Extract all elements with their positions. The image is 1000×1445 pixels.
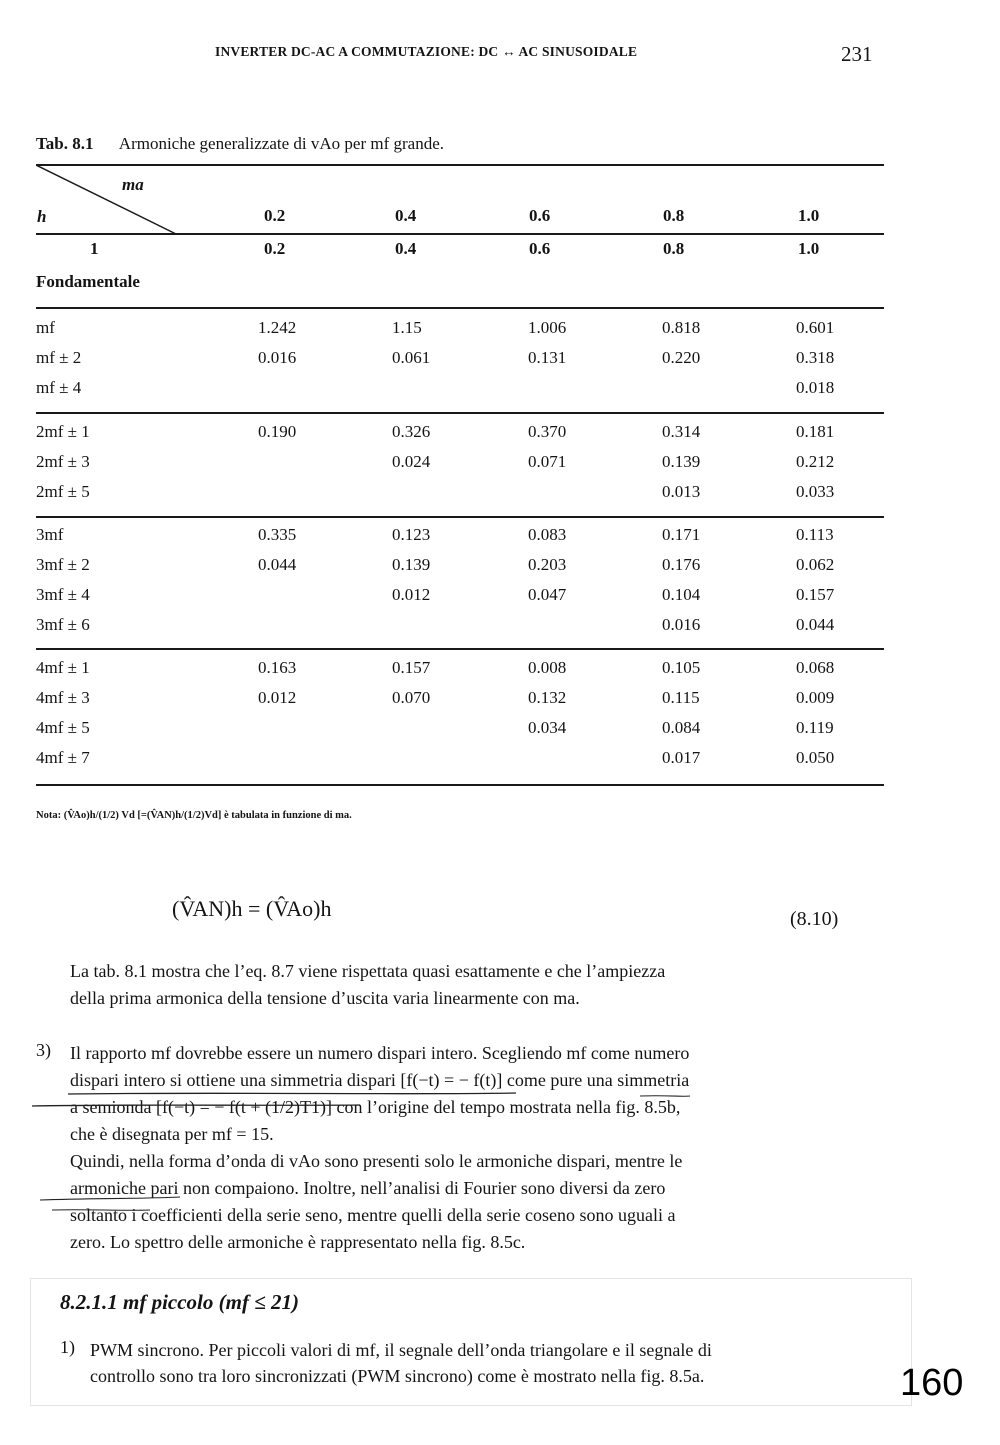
table-cell: 0.083	[528, 525, 567, 544]
table-caption	[36, 134, 444, 154]
text-line: La tab. 8.1 mostra che l’eq. 8.7 viene rispettata quasi esattamente e che l’ampiezza	[70, 961, 666, 981]
table-cell: 0.318	[796, 348, 835, 367]
group-rule-2	[36, 412, 884, 414]
table-cell: 0.013	[662, 482, 701, 501]
text-line: Il rapporto mf dovrebbe essere un numero dispari intero. Scegliendo mf come numero	[70, 1043, 690, 1063]
table-cell: 0.171	[662, 525, 701, 544]
table-note: Nota: (V̂Ao)h/(1/2) Vd [=(V̂AN)h/(1/2)Vd] è tabulata in funzione di ma.	[36, 810, 352, 821]
table-cell: 0.326	[392, 422, 431, 441]
row-label: 2mf ± 3	[36, 452, 90, 471]
table-cell: 0.105	[662, 658, 701, 677]
table-cell: 0.016	[258, 348, 297, 367]
table-cell: 0.012	[258, 688, 297, 707]
equation: (V̂AN)h = (V̂Ao)h	[172, 896, 332, 921]
pen-underline-marks	[30, 1088, 890, 1218]
row-label: 3mf ± 6	[36, 615, 90, 634]
column-header: 0.8	[663, 206, 685, 225]
text-line: dispari intero si ottiene una simmetria dispari [f(−t) = − f(t)] come pure una simmetria	[70, 1070, 690, 1090]
row-label: 4mf ± 5	[36, 718, 90, 737]
table-cell: 0.009	[796, 688, 835, 707]
group-rule-3	[36, 516, 884, 518]
table-cell: 0.008	[528, 658, 567, 677]
table-cell: 0.157	[392, 658, 431, 677]
table-cell: 0.034	[528, 718, 567, 737]
table-cell: 0.190	[258, 422, 297, 441]
table-cell: 0.044	[258, 555, 297, 574]
column-header: 0.4	[395, 206, 417, 225]
table-cell: 1.006	[528, 318, 567, 337]
table-cell: 0.062	[796, 555, 835, 574]
group-rule-4	[36, 648, 884, 650]
table-cell: 0.139	[662, 452, 701, 471]
text-line: zero. Lo spettro delle armoniche è rappresentato nella fig. 8.5c.	[70, 1232, 526, 1252]
row-label: mf	[36, 318, 55, 337]
column-header: 0.6	[529, 206, 551, 225]
table-cell: 1.15	[392, 318, 422, 337]
table-cell: 0.115	[662, 688, 700, 707]
table-cell: 0.068	[796, 658, 835, 677]
table-cell: 0.024	[392, 452, 431, 471]
text-line: che è disegnata per mf = 15.	[70, 1124, 274, 1144]
table-cell: 0.4	[395, 239, 417, 258]
text-line: PWM sincrono. Per piccoli valori di mf, il segnale dell’onda triangolare e il segnale di	[90, 1340, 712, 1360]
list-marker-3: 3)	[36, 1040, 51, 1060]
corner-label-h: h	[37, 207, 47, 226]
table-cell: 0.601	[796, 318, 835, 337]
table-cell: 1.0	[798, 239, 820, 258]
column-header: 1.0	[798, 206, 820, 225]
table-cell: 0.163	[258, 658, 297, 677]
table-cell: 0.370	[528, 422, 567, 441]
table-cell: 0.071	[528, 452, 567, 471]
text-line: armoniche pari non compaiono. Inoltre, nell’analisi di Fourier sono diversi da zero	[70, 1178, 666, 1198]
table-cell: 0.132	[528, 688, 567, 707]
row-label: 4mf ± 7	[36, 748, 90, 767]
table-cell: 0.061	[392, 348, 431, 367]
row-label: 3mf	[36, 525, 64, 544]
table-cell: 0.157	[796, 585, 835, 604]
table-cell: 0.012	[392, 585, 431, 604]
running-head: INVERTER DC-AC A COMMUTAZIONE: DC ↔ AC SINUSOIDALE	[215, 44, 638, 59]
slide-number: 160	[900, 1362, 964, 1404]
table-label: Tab. 8.1	[36, 134, 94, 153]
table-cell: 0.084	[662, 718, 701, 737]
group-rule-1	[36, 307, 884, 309]
text-line: soltanto i coefficienti della serie seno, mentre quelli della serie coseno sono uguali a	[70, 1205, 676, 1225]
row-label: 3mf ± 4	[36, 585, 90, 604]
table-cell: 0.047	[528, 585, 567, 604]
table-cell: 0.176	[662, 555, 701, 574]
row-label: 2mf ± 5	[36, 482, 90, 501]
column-header: 0.2	[264, 206, 286, 225]
text-line: Quindi, nella forma d’onda di vAo sono presenti solo le armoniche dispari, mentre le	[70, 1151, 683, 1171]
table-cell: 0.6	[529, 239, 551, 258]
row-label: 2mf ± 1	[36, 422, 90, 441]
table-cell: 0.2	[264, 239, 286, 258]
subsection-title: 8.2.1.1 mf piccolo (mf ≤ 21)	[60, 1290, 299, 1314]
table-cell: 0.181	[796, 422, 835, 441]
text-line: controllo sono tra loro sincronizzati (PWM sincrono) come è mostrato nella fig. 8.5a.	[90, 1366, 705, 1386]
corner-label-ma: ma	[122, 175, 144, 194]
fundamental-label: Fondamentale	[36, 272, 140, 291]
table-cell: 0.050	[796, 748, 835, 767]
table-cell: 0.314	[662, 422, 701, 441]
equation-number: (8.10)	[790, 908, 839, 930]
corner-diagonal	[36, 164, 178, 236]
table-cell: 0.044	[796, 615, 835, 634]
row-label: mf ± 2	[36, 348, 82, 367]
text-line: a semionda [f(−t) = − f(t + (1/2)T1)] con l’origine del tempo mostrata nella fig. 8.5b,	[70, 1097, 681, 1117]
table-cell: 0.113	[796, 525, 834, 544]
table-bottom-rule	[36, 784, 884, 786]
table-cell: 0.203	[528, 555, 567, 574]
table-cell: 0.070	[392, 688, 431, 707]
row-label: 4mf ± 1	[36, 658, 90, 677]
row-label: mf ± 4	[36, 378, 82, 397]
table-cell: 0.139	[392, 555, 431, 574]
table-cell: 1.242	[258, 318, 297, 337]
table-cell: 0.123	[392, 525, 431, 544]
page-number: 231	[841, 42, 873, 66]
table-cell: 0.018	[796, 378, 835, 397]
fundamental-h: 1	[90, 239, 99, 258]
list-marker-1: 1)	[60, 1337, 75, 1357]
table-cell: 0.131	[528, 348, 567, 367]
table-caption-text: Armoniche generalizzate di vAo per mf grande.	[118, 134, 445, 153]
table-cell: 0.220	[662, 348, 701, 367]
table-cell: 0.017	[662, 748, 701, 767]
table-cell: 0.016	[662, 615, 701, 634]
table-cell: 0.8	[663, 239, 685, 258]
table-cell: 0.212	[796, 452, 835, 471]
paragraph-1	[70, 958, 665, 1012]
table-cell: 0.335	[258, 525, 297, 544]
text-line: della prima armonica della tensione d’uscita varia linearmente con ma.	[70, 988, 580, 1008]
subsection-paragraph	[90, 1337, 712, 1389]
table-cell: 0.119	[796, 718, 834, 737]
row-label: 3mf ± 2	[36, 555, 90, 574]
row-label: 4mf ± 3	[36, 688, 90, 707]
table-cell: 0.104	[662, 585, 701, 604]
table-cell: 0.818	[662, 318, 701, 337]
table-cell: 0.033	[796, 482, 835, 501]
